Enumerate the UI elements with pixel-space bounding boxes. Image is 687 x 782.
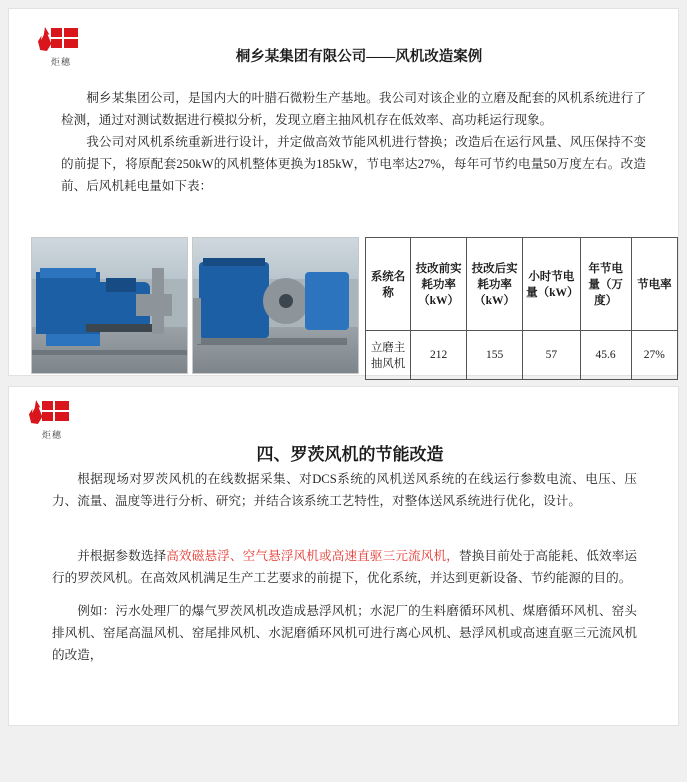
table-cell: 45.6	[580, 331, 631, 380]
table-cell: 212	[411, 331, 467, 380]
table-cell: 27%	[631, 331, 677, 380]
table-cell: 立磨主抽风机	[366, 331, 411, 380]
table-header-cell: 年节电量（万度）	[580, 238, 631, 331]
table-header-cell: 系统名称	[366, 238, 411, 331]
slide-2-paragraph-3: 例如：污水处理厂的爆气罗茨风机改造成悬浮风机；水泥厂的生料磨循环风机、煤磨循环风机、窑头排风机、窑尾高温风机、窑尾排风机、水泥磨循环风机可进行离心风机、悬浮风机或高速直驱三元流风机的改造，	[52, 604, 637, 662]
table-row	[366, 331, 678, 380]
fan-photo-1	[31, 237, 188, 374]
table-header-cell: 节电率	[631, 238, 677, 331]
company-logo	[31, 27, 93, 73]
company-logo-2	[22, 400, 84, 446]
table-header-cell: 小时节电量（kW）	[523, 238, 580, 331]
slide-1-paragraph-2: 我公司对风机系统重新进行设计，并定做高效节能风机进行替换；改造后在运行风量、风压保持不变的前提下，将原配套250kW的风机整体更换为185kW，节电率达27%，每年可节约电量50万度左右。改造前、后风机耗电量如下表：	[61, 135, 646, 193]
slide-2-paragraph-1: 根据现场对罗茨风机的在线数据采集、对DCS系统的风机送风系统的在线运行参数电流、电压、压力、流量、温度等进行分析、研究；并结合该系统工艺特性，对整体送风系统进行优化，设计。	[52, 472, 637, 508]
flame-logo-icon	[22, 400, 82, 430]
logo-company-name: 炬穗	[50, 57, 71, 67]
table-header-cell: 技改前实耗功率（kW）	[411, 238, 467, 331]
slide-1-title: 桐乡某集团有限公司——风机改造案例	[235, 49, 483, 65]
paragraph-2-post: 替换目前处于高能耗、低效率运行的罗茨风机。在高效风机满足生产工艺要求的前提下，优化系统，并达到更新设备、节约能源的目的。	[52, 549, 638, 585]
slide-2-paragraph-2	[52, 545, 637, 589]
power-consumption-table	[365, 237, 678, 380]
paragraph-2-pre: 并根据参数选择	[77, 549, 167, 563]
flame-logo-icon	[31, 27, 91, 57]
table-cell: 57	[523, 331, 580, 380]
table-cell: 155	[467, 331, 523, 380]
paragraph-2-highlight: 高效磁悬浮、空气悬浮风机或高速直驱三元流风机，	[166, 549, 459, 563]
table-header-row	[366, 238, 678, 331]
fan-photo-2	[192, 237, 359, 374]
table-header-cell: 技改后实耗功率（kW）	[467, 238, 523, 331]
slide-2-title: 四、罗茨风机的节能改造	[256, 445, 444, 464]
slide-1	[8, 8, 679, 376]
logo-company-name: 炬穗	[41, 430, 62, 440]
slide-1-paragraph-1: 桐乡某集团公司，是国内大的叶腊石微粉生产基地。我公司对该企业的立磨及配套的风机系统进行了检测，通过对测试数据进行模拟分析，发现立磨主抽风机存在低效率、高功耗运行现象。	[61, 91, 646, 127]
